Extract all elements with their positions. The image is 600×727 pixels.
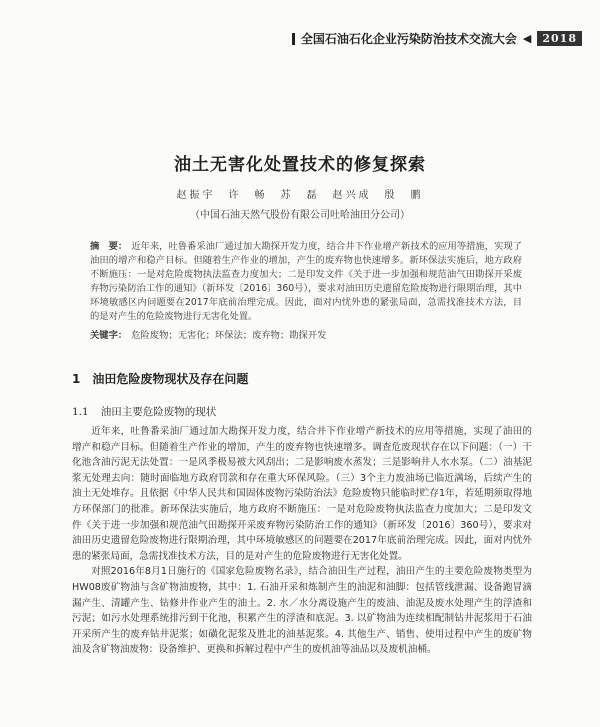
abstract-label: 摘 要： — [90, 241, 128, 252]
abstract — [90, 240, 522, 324]
conference-year: 2018 — [537, 31, 582, 46]
header-bar-icon — [292, 33, 295, 45]
body-text — [72, 424, 532, 658]
subsection-heading — [72, 404, 216, 419]
keywords-text: 危险废物；无害化；环保法；废弃物；勘探开发 — [131, 330, 327, 341]
paper-affiliation: （中国石油天然气股份有限公司吐哈油田分公司） — [190, 210, 410, 221]
subsection-number: 1.1 — [72, 406, 89, 418]
keywords-label: 关键字： — [90, 330, 128, 341]
arrow-right-icon: ◀ — [522, 32, 532, 45]
abstract-text: 近年来，吐鲁番采油厂通过加大勘探开发力度，结合井下作业增产新技术的应用等措施，实现了油田的增产和稳产目标。但随着生产作业的增加，产生的废弃物也快速增多。新环保法实施后，地方政府不断施压：一是对危险废物执法监查力度加大；二是印发文件《关于进一步加强和规范油气田勘探开采废弃物污染防治工作的通知》（新环发〔2016〕360号），要求对油田历史遗留危险废物进行限期治理，其中环境敏感区内问题要在2017年底前治理完成。因此，面对内忧外患的紧张局面，急需找准技术方法，目的是对产生的危险废物进行无害化处置。 — [90, 241, 522, 322]
section-heading — [72, 370, 248, 387]
body-paragraph: 近年来，吐鲁番采油厂通过加大勘探开发力度，结合井下作业增产新技术的应用等措施，实现了油田的增产和稳产目标。但随着生产作业的增加，产生的废弃物也快速增多。调查危废现状存在以下问题：（一）干化池含油污泥无法处置：一是风季极易被大风刮出；二是影响废水蒸发；三是影响井人水水泵。（二）油基泥浆无处理去向：随时面临地方政府罚款和存在重大环保风险。（三）3个主力废油场已临近满场，后续产生的油土无处堆存。且依据《中华人民共和国固体废物污染防治法》危险废物只能临时贮存1年，若延期须取得地方环保部门的批准。新环保法实施后，地方政府不断施压：一是对危险废物执法监查力度加大；二是印发文件《关于进一步加强和规范油气田勘探开采废弃物污染防治工作的通知》（新环发〔2016〕360号），要求对油田历史遗留危险废物进行限期治理，其中环境敏感区的问题要在2017年底前治理完成。因此，面对内忧外患的紧张局面，急需找准技术方法，目的是对产生的危险废物进行无害化处置。 — [72, 426, 532, 562]
body-paragraph: 对照2016年8月1日施行的《国家危险废物名录》，结合油田生产过程，油田产生的主要危险废物类型为HW08废矿物油与含矿物油废物，其中：1. 石油开采和炼制产生的油泥和油脚：包括管线泄漏、设备跑冒滴漏产生、清罐产生、钻修井作业产生的油土。2. 水／水分离设施产生的废油、油泥及废水处理产生的浮渣和污泥；如污水处理系统排污到干化池，积累产生的浮渣和底泥。3. 以矿物油为连续相配制钻井泥浆用于石油开采所产生的废弃钻井泥浆；如磺化泥浆及胜北的油基泥浆。4. 其他生产、销售、使用过程中产生的废矿物油及含矿物油废物：设备维护、更换和拆解过程中产生的废机油等油品以及废机油桶。 — [72, 566, 532, 656]
paper-authors: 赵振宇 许 畅 苏 磊 赵兴成 殷 鹏 — [176, 190, 424, 201]
section-number: 1 — [72, 372, 81, 386]
conference-name: 全国石油石化企业污染防治技术交流大会 — [300, 32, 517, 46]
section-title: 油田危险废物现状及存在问题 — [92, 372, 249, 386]
paper-title: 油土无害化处置技术的修复探索 — [174, 155, 426, 175]
subsection-title: 油田主要危险废物的现状 — [100, 406, 217, 418]
conference-header — [292, 30, 582, 47]
keywords — [90, 327, 522, 341]
